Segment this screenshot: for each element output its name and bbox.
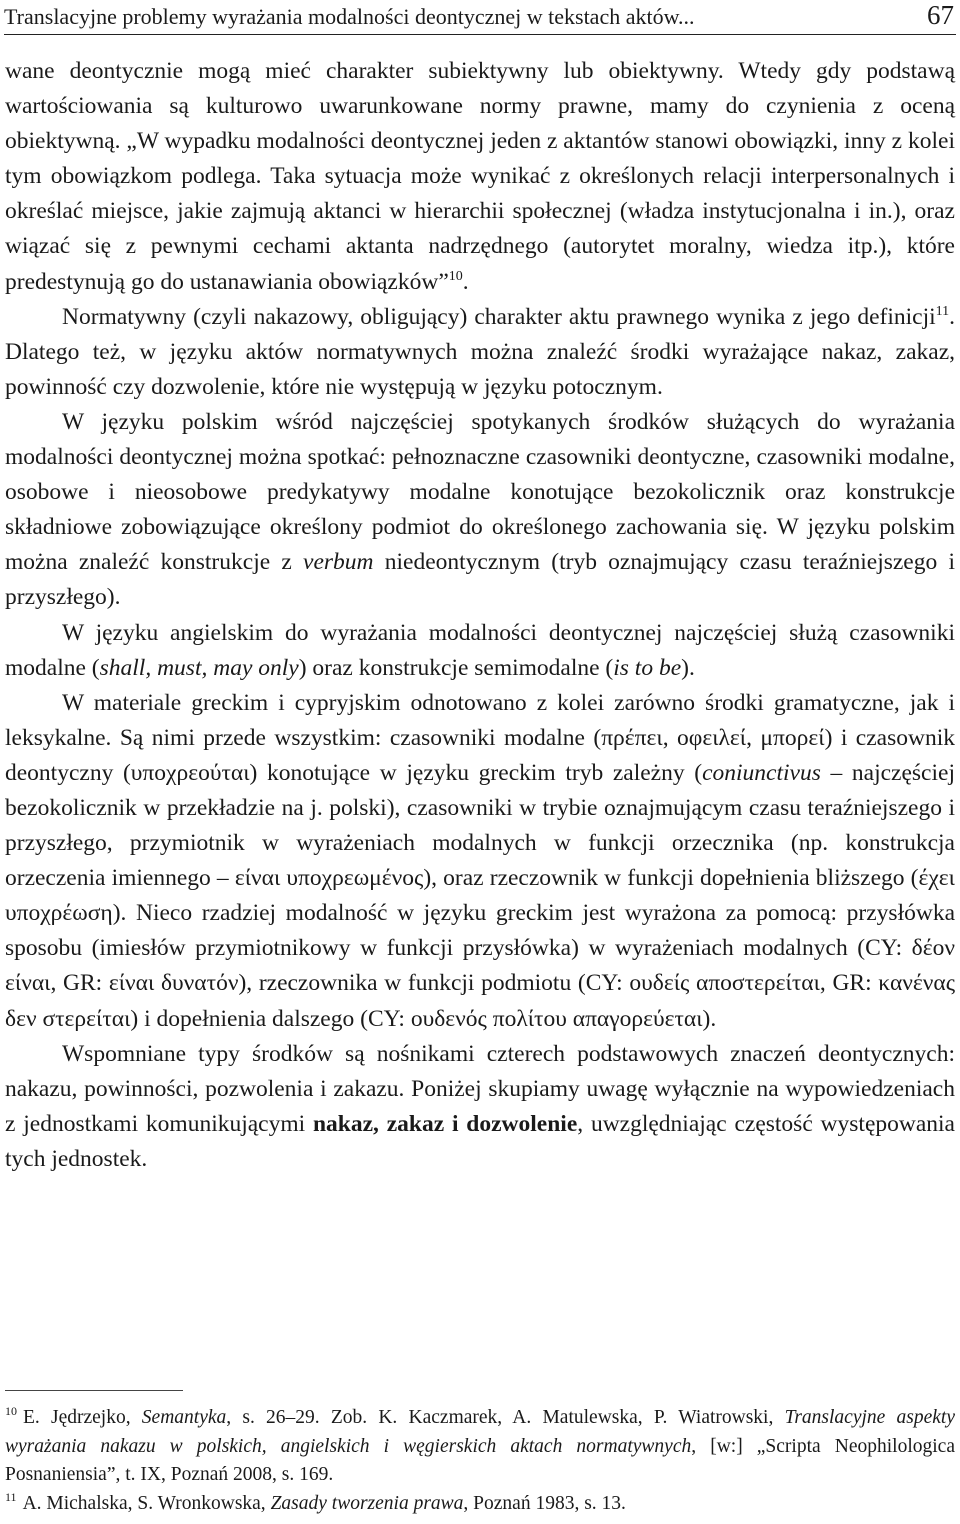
paragraph-5 (5, 686, 955, 1037)
paragraph-6-text: Wspomniane typy środków są nośnikami czterech podstawowych znaczeń deontycznych: nakazu, powinności, pozwolenia i zakazu. Poniżej skupiamy uwagę wyłącznie na wypowiedzeniach z jednostkami komunikującymi (5, 1040, 955, 1137)
paragraph-5-italic: coniunctivus (702, 759, 821, 786)
paragraph-4-italic-modals: shall, must, may only (99, 654, 299, 681)
footnote-10-number: 10 (5, 1404, 17, 1418)
paragraph-5-end: – najczęściej bezokolicznik w przekładzie na j. polski), czasowniki w trybie oznajmującym czasu teraźniejszego i przyszłego, przymiotnik w wyrażeniach modalnych w funkcji orzecznika (np. konstrukcja orzeczenia imiennego – είναι υποχρεωμένος), oraz rzeczownik w funkcji dopełnienia bliższego (έχει υποχρέωση). Nieco rzadziej modalność w języku greckim jest wyrażona za pomocą: przysłówka sposobu (imiesłów przymiotnikowy w funkcji przysłówka) w wyrażeniach modalnych (CY: δέον είναι, GR: είναι δυνατόν), rzeczownika w funkcji podmiotu (CY: ουδείς αποστερείται, GR: κανένας δεν στερείται) i dopełnienia dalszego (CY: ουδενός πολίτου απαγορεύεται). (5, 759, 955, 1032)
footnote-ref-11[interactable]: 11 (935, 303, 950, 319)
paragraph-3-end: niedeontycznym (tryb oznajmujący czasu teraźniejszego i przyszłego). (5, 549, 955, 611)
footnote-10-title-1: Semantyka (141, 1407, 227, 1428)
paragraph-5-text: W materiale greckim i cypryjskim odnotowano z kolei zarówno środki gramatyczne, jak i leksykalne. Są nimi przede wszystkim: czasowniki modalne (πρέπει, οφειλεί, μπορεί) i czasownik deontyczny (υποχρεούται) konotujące w języku greckim tryb zależny ( (5, 689, 955, 786)
footnote-10-mid: , s. 26–29. Zob. K. Kaczmarek, A. Matulewska, P. Wiatrowski, (226, 1407, 785, 1428)
footnote-separator (5, 1390, 183, 1391)
footnote-ref-10[interactable]: 10 (448, 268, 463, 284)
running-title: Translacyjne problemy wyrażania modalności deontycznej w tekstach aktów... (4, 4, 695, 29)
running-header (4, 0, 956, 35)
paragraph-4 (5, 616, 955, 686)
paragraph-6-bold: nakaz, zakaz i dozwolenie (312, 1110, 578, 1137)
footnote-10-text: E. Jędrzejko, (23, 1407, 142, 1428)
page-number: 67 (927, 0, 954, 30)
paragraph-4-mid: ) oraz konstrukcje semimodalne ( (298, 654, 614, 681)
paragraph-6-end: , uwzględniając częstość występowania tych jednostek. (5, 1110, 955, 1172)
paragraph-3-text: W języku polskim wśród najczęściej spotykanych środków służących do wyrażania modalności deontycznej można spotkać: pełnoznaczne czasowniki deontyczne, czasowniki modalne, osobowe i nieosobowe predykatywy modalne konotujące bezokolicznik oraz konstrukcje składniowe zobowiązujące określony podmiot do określonego zachowania się. W języku polskim można znaleźć konstrukcje z (5, 408, 955, 576)
paragraph-2 (5, 300, 955, 405)
footnotes (5, 1404, 955, 1518)
footnote-11 (5, 1490, 955, 1519)
paragraph-3 (5, 405, 955, 616)
paragraph-2-end: . Dlatego też, w języku aktów normatywnych można znaleźć środki wyrażające nakaz, zakaz, powinność czy dozwolenie, które nie występują w języku potocznym. (5, 303, 955, 400)
paragraph-1 (5, 54, 955, 300)
footnote-11-title: Zasady tworzenia prawa (270, 1492, 464, 1514)
main-text (5, 54, 955, 1177)
paragraph-4-end: ). (681, 654, 695, 681)
paragraph-3-italic: verbum (303, 549, 374, 576)
paragraph-1-end: . (462, 268, 469, 295)
footnote-10 (5, 1404, 955, 1490)
paragraph-4-text: W języku angielskim do wyrażania modalności deontycznej najczęściej służą czasowniki modalne ( (5, 619, 955, 681)
footnote-10-end: , [w:] „Scripta Neophilologica Posnaniensia”, t. IX, Poznań 2008, s. 169. (5, 1435, 955, 1485)
paragraph-2-text: Normatywny (czyli nakazowy, obligujący) charakter aktu prawnego wynika z jego definicji (62, 303, 936, 330)
footnote-10-title-2: Translacyjne aspekty wyrażania nakazu w polskich, angielskich i węgierskich aktach normatywnych (5, 1407, 955, 1457)
footnote-11-end: , Poznań 1983, s. 13. (463, 1492, 626, 1514)
footnote-11-number: 11 (5, 1489, 17, 1504)
paragraph-6 (5, 1037, 955, 1177)
paragraph-1-text: wane deontycznie mogą mieć charakter subiektywny lub obiektywny. Wtedy gdy podstawą wartościowania są kulturowo uwarunkowane normy prawne, mamy do czynienia z oceną obiektywną. „W wypadku modalności deontycznej jeden z aktantów stanowi obowiązki, inny z kolei tym obowiązkom podlega. Taka sytuacja może wynikać z określonych relacji interpersonalnych i określać miejsce, jakie zajmują aktanci w hierarchii społecznej (władza instytucjonalna i in.), oraz wiązać się z pewnymi cechami aktanta nadrzędnego (autorytet moralny, wiedza itp.), które predestynują go do ustanawiania obowiązków” (5, 58, 955, 295)
paragraph-4-italic-semimodal: is to be (613, 654, 682, 681)
footnote-11-text: A. Michalska, S. Wronkowska, (22, 1492, 271, 1514)
